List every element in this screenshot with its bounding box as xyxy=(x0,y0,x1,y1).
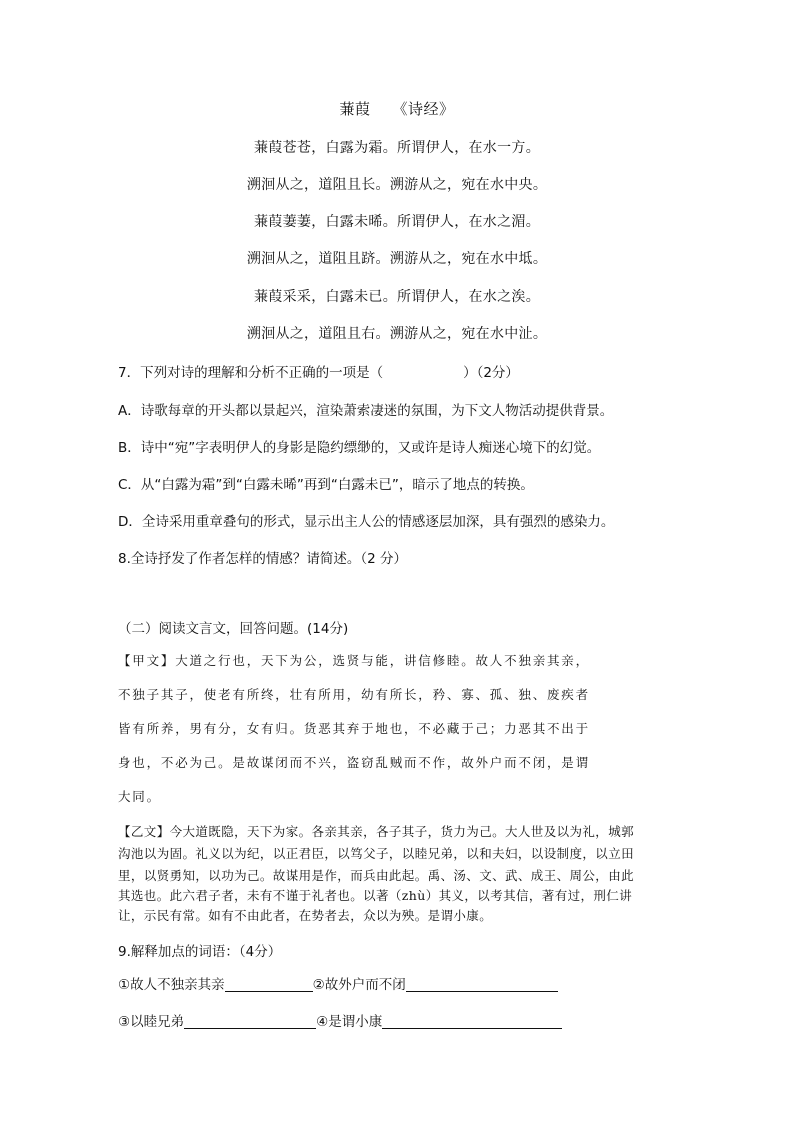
jia-text-line: 大同。 xyxy=(118,789,161,804)
question-9-item-1: ①故人不独亲其亲 xyxy=(118,977,225,993)
option-d: D．全诗采用重章叠句的形式，显示出主人公的情感逐层加深，具有强烈的感染力。 xyxy=(118,514,615,530)
poem-source: 《诗经》 xyxy=(392,100,455,118)
yi-text-line: 里，以贤勇知，以功为己。故谋用是作，而兵由此起。禹、汤、文、武、成王、周公，由此 xyxy=(118,868,635,883)
jia-text-line: 身也，不必为己。是故谋闭而不兴，盗窃乱贼而不作，故外户而不闭，是谓 xyxy=(118,755,590,770)
question-7-stem: 7．下列对诗的理解和分析不正确的一项是（ xyxy=(118,365,384,381)
jia-text-line: 不独子其子，使老有所终，壮有所用，幼有所长，矜、寡、孤、独、废疾者 xyxy=(118,687,590,702)
yi-text-line: 【乙文】今大道既隐，天下为家。各亲其亲，各子其子，货力为己。大人世及以为礼，城郭 xyxy=(118,824,635,839)
jia-text-line: 【甲文】大道之行也，天下为公，选贤与能，讲信修睦。故人不独亲其亲， xyxy=(118,653,590,668)
section-2-heading: （二）阅读文言文，回答问题。(14分) xyxy=(118,621,349,637)
answer-blank-2[interactable] xyxy=(406,977,558,992)
option-c: C．从“白露为霜”到“白露未晞”再到“白露未已”，暗示了地点的转换。 xyxy=(118,477,534,493)
question-7-points: ）（2分） xyxy=(463,365,519,381)
poem-line: 蒹葭采采，白露未已。所谓伊人，在水之涘。 xyxy=(254,289,540,305)
poem-line: 溯洄从之，道阻且跻。溯游从之，宛在水中坻。 xyxy=(246,251,548,267)
question-9-item-3: ③以睦兄弟 xyxy=(118,1014,185,1030)
poem-name: 蒹葭 xyxy=(339,100,371,118)
poem-line: 溯洄从之，道阻且右。溯游从之，宛在水中沚。 xyxy=(246,326,548,342)
jia-text-line: 皆有所养，男有分，女有归。货恶其弃于地也，不必藏于己；力恶其不出于 xyxy=(118,721,590,736)
question-9-item-2: ②故外户而不闭 xyxy=(312,977,406,993)
question-9-heading: 9.解释加点的词语：（4分） xyxy=(118,944,282,960)
question-8: 8.全诗抒发了作者怎样的情感？请简述。（2 分） xyxy=(118,551,408,567)
poem-title xyxy=(0,98,794,119)
poem-line: 溯洄从之，道阻且长。溯游从之，宛在水中央。 xyxy=(246,177,548,193)
answer-blank-1[interactable] xyxy=(225,977,313,992)
option-a: A．诗歌每章的开头都以景起兴，渲染萧索凄迷的氛围，为下文人物活动提供背景。 xyxy=(118,403,614,419)
question-9-item-4: ④是谓小康 xyxy=(316,1014,383,1030)
yi-text-line: 其选也。此六君子者，未有不谨于礼者也。以著（zhù）其义，以考其信，著有过，刑仁讲 xyxy=(118,888,633,903)
answer-blank-3[interactable] xyxy=(184,1014,316,1029)
question-9-row-1 xyxy=(118,973,558,993)
answer-blank-4[interactable] xyxy=(382,1014,562,1029)
poem-line: 蒹葭苍苍，白露为霜。所谓伊人，在水一方。 xyxy=(254,140,540,156)
question-7 xyxy=(118,361,519,381)
question-9-row-2 xyxy=(118,1010,562,1030)
yi-text-line: 沟池以为固。礼义以为纪，以正君臣，以笃父子，以睦兄弟，以和夫妇，以设制度，以立田 xyxy=(118,846,635,861)
option-b: B．诗中“宛”字表明伊人的身影是隐约缥缈的，又或许是诗人痴迷心境下的幻觉。 xyxy=(118,440,601,456)
yi-text-line: 让，示民有常。如有不由此者，在势者去，众以为殃。是谓小康。 xyxy=(118,908,493,923)
poem-line: 蒹葭萋萋，白露未晞。所谓伊人，在水之湄。 xyxy=(254,214,540,230)
